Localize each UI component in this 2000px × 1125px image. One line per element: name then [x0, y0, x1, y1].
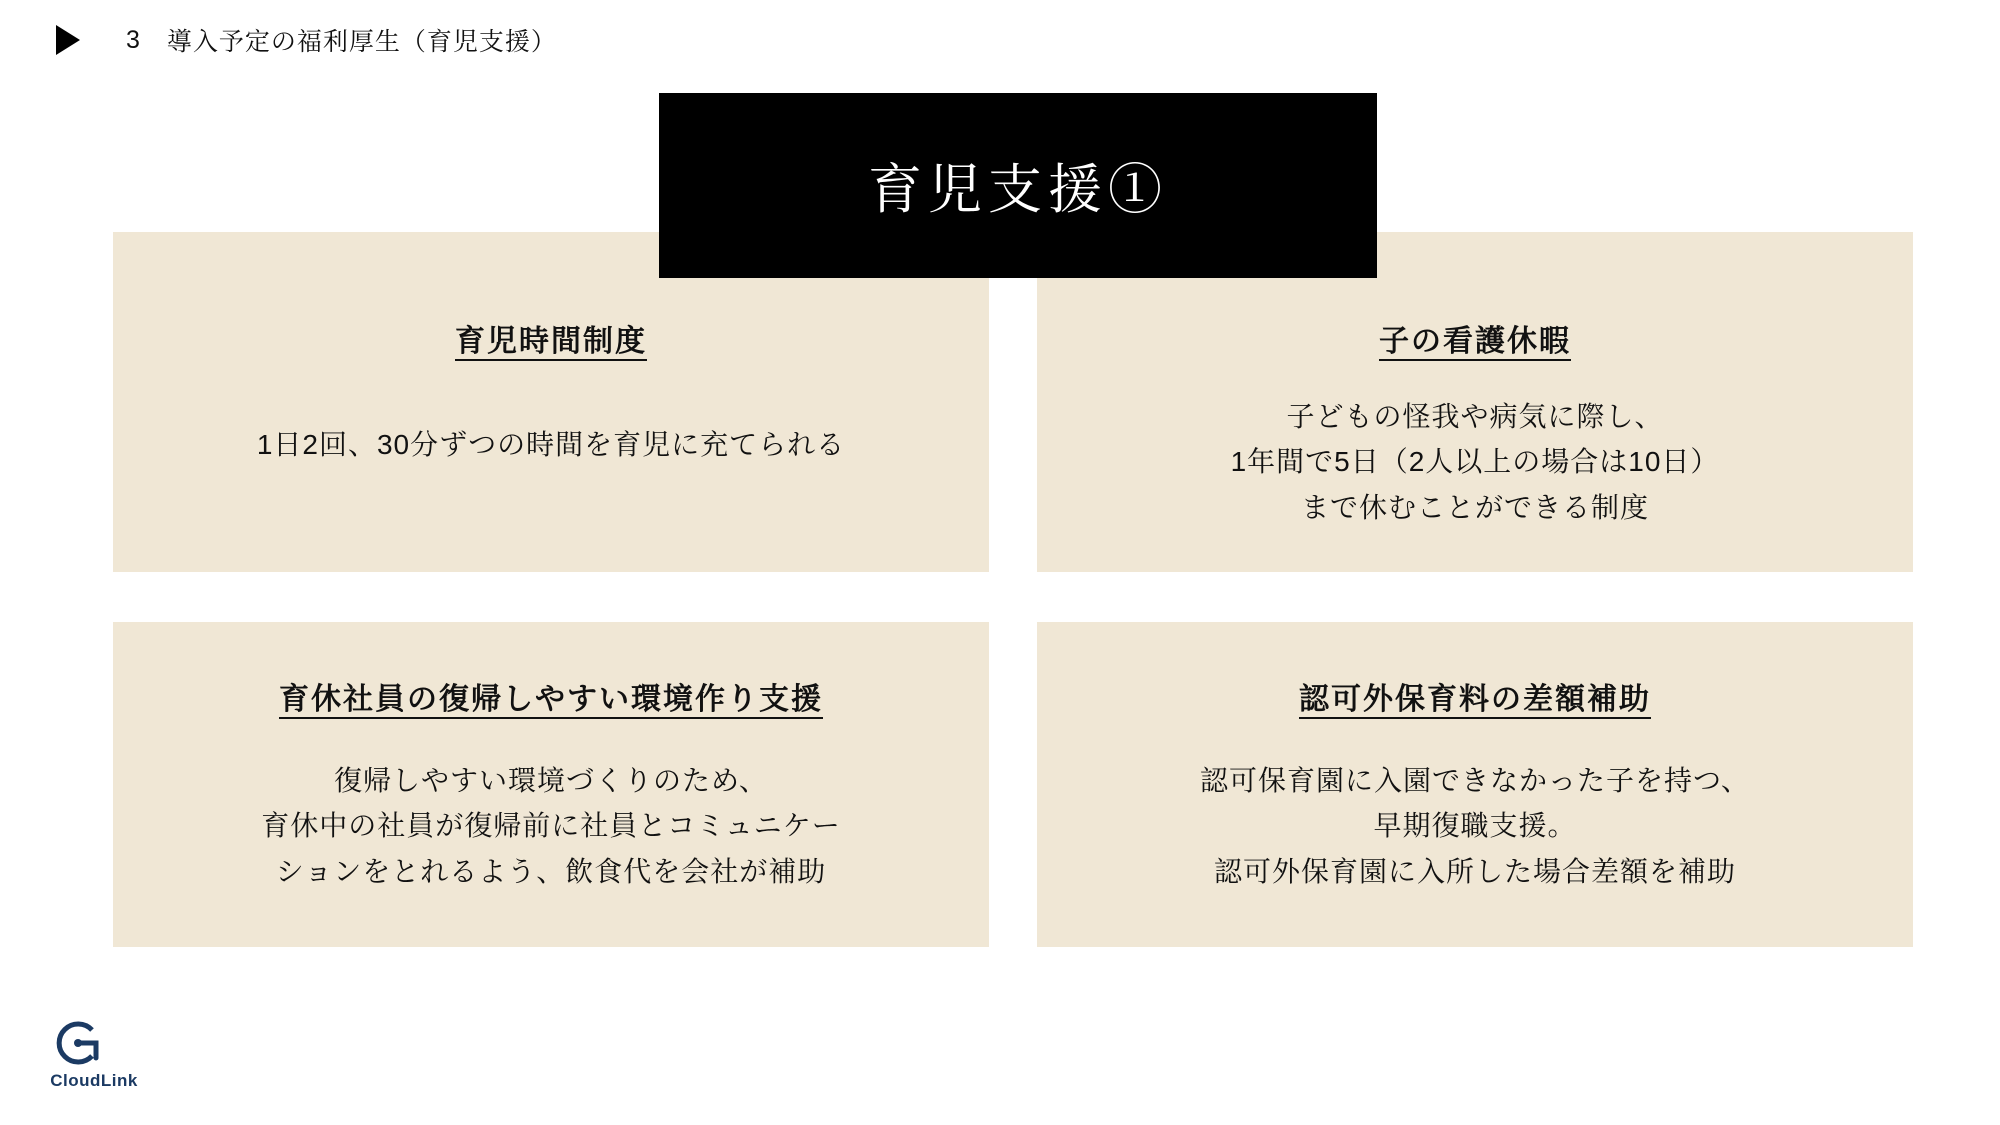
benefit-card [1037, 622, 1913, 947]
cloudlink-wordmark: CloudLink [50, 1071, 138, 1090]
banner-title: 育児支援① [868, 160, 1168, 220]
slide-banner [659, 93, 1377, 278]
benefit-card-title: 子の看護休暇 [1379, 325, 1571, 358]
benefit-card-title: 認可外保育料の差額補助 [1299, 683, 1651, 716]
benefit-card-body [1200, 758, 1750, 894]
benefit-card-grid [113, 232, 1913, 947]
benefit-card-line: 子どもの怪我や病気に際し、 [1286, 401, 1664, 432]
benefit-card [113, 232, 989, 572]
cloudlink-mark-icon [52, 1017, 104, 1069]
benefit-card [1037, 232, 1913, 572]
benefit-card-title: 育休社員の復帰しやすい環境作り支援 [279, 683, 823, 716]
benefit-card-line: 早期復職支援。 [1373, 810, 1577, 842]
benefit-card-body [257, 422, 845, 467]
benefit-card-title: 育児時間制度 [455, 325, 647, 358]
benefit-card-body [261, 758, 840, 894]
benefit-card-line: 復帰しやすい環境づくりのため、 [334, 765, 768, 796]
benefit-card-line: まで休むことができる制度 [1300, 491, 1649, 523]
benefit-card [113, 622, 989, 947]
benefit-card-line: 認可外保育園に入所した場合差額を補助 [1213, 855, 1736, 887]
play-triangle-icon [56, 25, 80, 55]
benefit-card-line: 1日2回、30分ずつの時間を育児に充てられる [256, 429, 846, 460]
benefit-card-line: 認可保育園に入園できなかった子を持つ、 [1200, 765, 1750, 796]
section-number: 3 [126, 25, 141, 54]
benefit-card-body [1231, 394, 1720, 530]
benefit-card-line: 1年間で5日（2人以上の場合は10日） [1230, 446, 1720, 478]
slide-header [56, 22, 557, 58]
benefit-card-line: 育休中の社員が復帰前に社員とコミュニケー [261, 810, 841, 842]
benefit-card-line: ションをとれるよう、飲食代を会社が補助 [275, 855, 827, 887]
cloudlink-logo [24, 1017, 154, 1103]
section-title: 導入予定の福利厚生（育児支援） [166, 28, 557, 56]
